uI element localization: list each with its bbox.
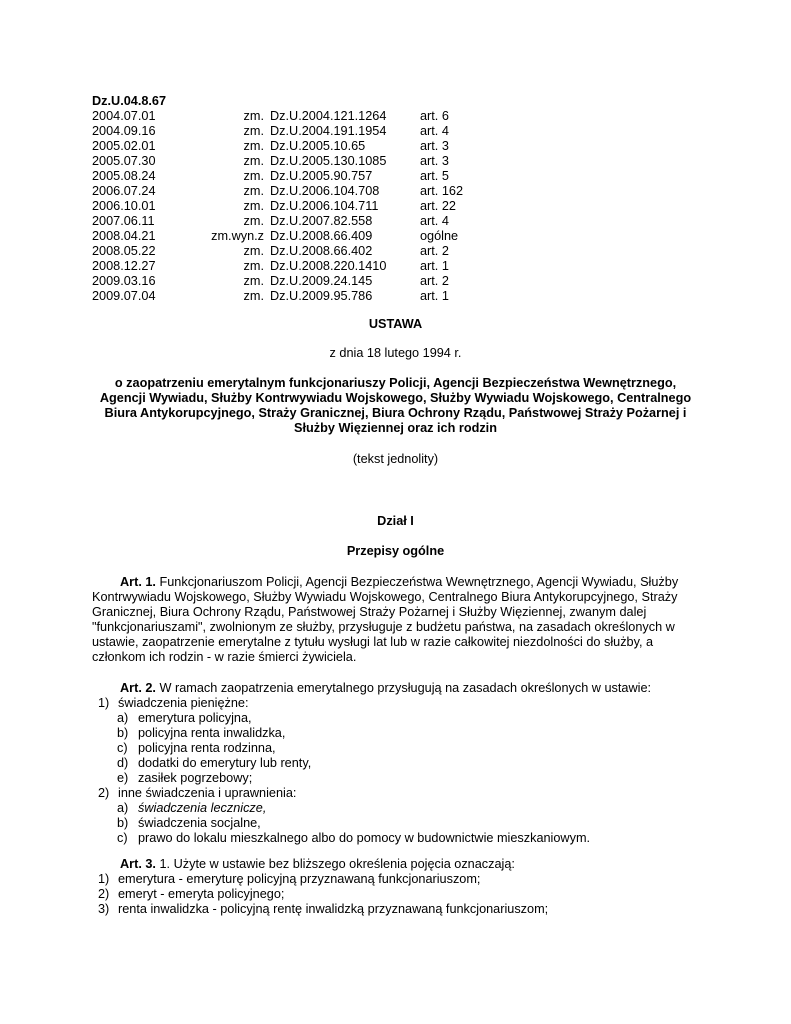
amendment-type: zm.	[243, 109, 264, 123]
list-subitem: d) dodatki do emerytury lub renty,	[117, 756, 312, 770]
article-1-line: członkom ich rodzin - w razie śmierci żywiciela.	[92, 650, 357, 664]
amendment-journal: Dz.U.2004.121.1264	[270, 109, 387, 123]
amendment-journal: Dz.U.2008.66.402	[270, 244, 373, 258]
act-date: z dnia 18 lutego 1994 r.	[329, 346, 462, 360]
amendment-row	[92, 139, 500, 154]
amendment-article: art. 2	[420, 244, 449, 258]
amendment-article: art. 162	[420, 184, 464, 198]
amendment-journal: Dz.U.2008.66.409	[270, 229, 373, 243]
amendment-type: zm.	[243, 259, 264, 273]
article-2	[92, 681, 700, 846]
amendment-journal: Dz.U.2006.104.711	[270, 199, 379, 213]
amendment-row	[92, 214, 500, 229]
amendment-type: zm.	[243, 244, 264, 258]
amendment-row	[92, 259, 500, 274]
section-subheading: Przepisy ogólne	[346, 544, 445, 558]
amendment-journal: Dz.U.2009.24.145	[270, 274, 373, 288]
act-title	[82, 376, 709, 436]
amendment-article: art. 22	[420, 199, 456, 213]
act-title-line: Biura Antykorupcyjnego, Straży Granicznej, Biura Ochrony Rządu, Państwowej Straży Pożarnej i	[104, 406, 687, 420]
article-2-label: Art. 2.	[120, 681, 156, 695]
amendment-date: 2004.09.16	[92, 124, 156, 138]
list-subitem: a) emerytura policyjna,	[117, 711, 252, 725]
amendment-row	[92, 169, 500, 184]
amendment-type: zm.	[243, 169, 264, 183]
list-subitem: c) prawo do lokalu mieszkalnego albo do pomocy w budownictwie mieszkaniowym.	[117, 831, 591, 845]
amendment-type: zm.	[243, 199, 264, 213]
amendment-journal: Dz.U.2005.10.65	[270, 139, 366, 153]
amendment-row	[92, 184, 500, 199]
amendment-row	[92, 289, 500, 304]
amendment-article: art. 6	[420, 109, 449, 123]
list-item: 2) inne świadczenia i uprawnienia:	[98, 786, 297, 800]
list-subitem: a) świadczenia lecznicze,	[117, 801, 267, 815]
article-3-label: Art. 3.	[120, 857, 156, 871]
amendment-date: 2008.05.22	[92, 244, 156, 258]
amendment-date: 2005.08.24	[92, 169, 156, 183]
amendment-journal: Dz.U.2004.191.1954	[270, 124, 387, 138]
amendment-type: zm.wyn.z	[211, 229, 264, 243]
amendment-date: 2005.07.30	[92, 154, 156, 168]
article-1-line: "funkcjonariuszami", zwolnionym ze służby, przysługuje z budżetu państwa, na zasadach określonych w	[92, 620, 675, 634]
article-1-line: ustawie, zaopatrzenie emerytalne z tytułu wysługi lat lub w razie całkowitej niezdolności do służby, a	[92, 635, 654, 649]
act-title-line: o zaopatrzeniu emerytalnym funkcjonariuszy Policji, Agencji Bezpieczeństwa Wewnętrznego,	[114, 376, 677, 390]
article-3-intro: Art. 3. 1. Użyte w ustawie bez bliższego określenia pojęcia oznaczają:	[120, 857, 515, 871]
amendment-list	[92, 109, 500, 304]
amendment-date: 2006.10.01	[92, 199, 156, 213]
amendment-journal: Dz.U.2005.130.1085	[270, 154, 387, 168]
article-3	[92, 857, 700, 917]
journal-reference: Dz.U.04.8.67	[92, 94, 167, 108]
amendment-type: zm.	[243, 274, 264, 288]
article-1-line: Granicznej, Biura Ochrony Rządu, Państwowej Straży Pożarnej i Służby Więziennej, zwanym dalej	[92, 605, 647, 619]
amendment-article: art. 3	[420, 139, 449, 153]
amendment-row	[92, 199, 500, 214]
amendment-article: art. 5	[420, 169, 449, 183]
amendment-article: art. 2	[420, 274, 449, 288]
article-2-intro: Art. 2. W ramach zaopatrzenia emerytalnego przysługują na zasadach określonych w ustawie:	[120, 681, 652, 695]
amendment-history	[92, 94, 500, 304]
article-1-label: Art. 1.	[120, 575, 156, 589]
amendment-row	[92, 229, 500, 244]
amendment-row	[92, 244, 500, 259]
amendment-journal: Dz.U.2007.82.558	[270, 214, 373, 228]
consolidated-text-note: (tekst jednolity)	[352, 452, 439, 466]
amendment-date: 2006.07.24	[92, 184, 156, 198]
amendment-journal: Dz.U.2009.95.786	[270, 289, 373, 303]
list-item: 2) emeryt - emeryta policyjnego;	[98, 887, 285, 901]
list-item: 1) świadczenia pieniężne:	[98, 696, 249, 710]
article-1	[92, 575, 700, 665]
amendment-row	[92, 109, 500, 124]
list-subitem: b) świadczenia socjalne,	[117, 816, 261, 830]
amendment-journal: Dz.U.2008.220.1410	[270, 259, 387, 273]
amendment-type: zm.	[243, 124, 264, 138]
amendment-date: 2008.12.27	[92, 259, 156, 273]
amendment-type: zm.	[243, 139, 264, 153]
section-heading: Dział I	[377, 514, 414, 528]
amendment-type: zm.	[243, 154, 264, 168]
amendment-article: art. 3	[420, 154, 449, 168]
amendment-article: art. 1	[420, 289, 449, 303]
article-1-line: Kontrwywiadu Wojskowego, Służby Wywiadu Wojskowego, Centralnego Biura Antykorupcyjnego, Straży	[92, 590, 678, 604]
amendment-article: art. 4	[420, 124, 449, 138]
amendment-type: zm.	[243, 184, 264, 198]
amendment-date: 2009.03.16	[92, 274, 156, 288]
amendment-article: ogólne	[420, 229, 459, 243]
amendment-article: art. 1	[420, 259, 449, 273]
amendment-date: 2008.04.21	[92, 229, 156, 243]
act-type: USTAWA	[368, 317, 423, 331]
act-title-line: Agencji Wywiadu, Służby Kontrwywiadu Wojskowego, Służby Wywiadu Wojskowego, Centralnego	[99, 391, 692, 405]
amendment-row	[92, 124, 500, 139]
list-subitem: b) policyjna renta inwalidzka,	[117, 726, 286, 740]
list-item: 1) emerytura - emeryturę policyjną przyznawaną funkcjonariuszom;	[98, 872, 481, 886]
amendment-date: 2009.07.04	[92, 289, 156, 303]
amendment-row	[92, 154, 500, 169]
amendment-date: 2004.07.01	[92, 109, 156, 123]
list-item: 3) renta inwalidzka - policyjną rentę inwalidzką przyznawaną funkcjonariuszom;	[98, 902, 549, 916]
article-1-line: Art. 1. Funkcjonariuszom Policji, Agencji Bezpieczeństwa Wewnętrznego, Agencji Wywiadu, Służby	[120, 575, 679, 589]
amendment-date: 2007.06.11	[92, 214, 155, 228]
amendment-article: art. 4	[420, 214, 449, 228]
amendment-type: zm.	[243, 289, 264, 303]
amendment-date: 2005.02.01	[92, 139, 156, 153]
amendment-journal: Dz.U.2006.104.708	[270, 184, 380, 198]
act-title-line: Służby Więziennej oraz ich rodzin	[294, 421, 497, 435]
list-subitem: e) zasiłek pogrzebowy;	[117, 771, 253, 785]
amendment-journal: Dz.U.2005.90.757	[270, 169, 373, 183]
amendment-row	[92, 274, 500, 289]
amendment-type: zm.	[243, 214, 264, 228]
list-subitem: c) policyjna renta rodzinna,	[117, 741, 276, 755]
